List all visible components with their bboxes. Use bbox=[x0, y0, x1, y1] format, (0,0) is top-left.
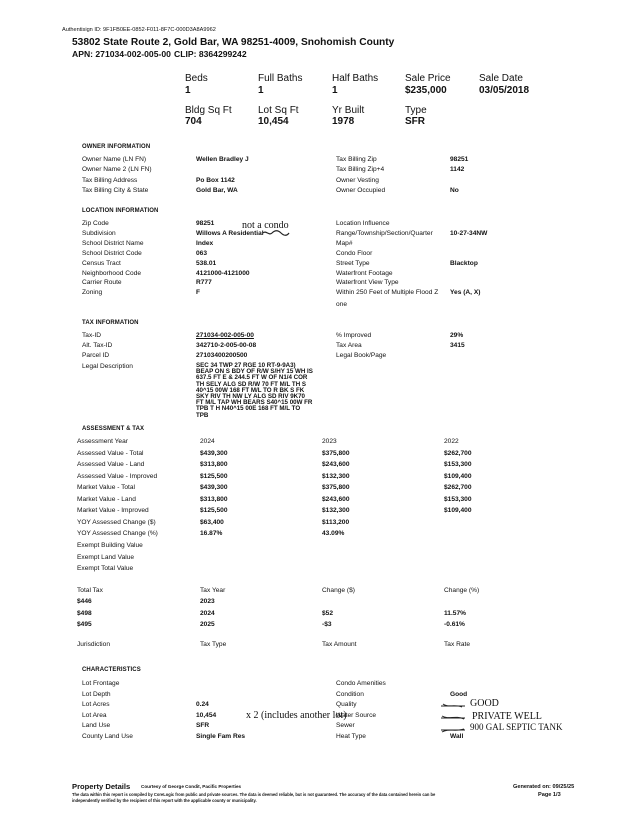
field-value: 1142 bbox=[450, 166, 465, 174]
summary-value: 1 bbox=[185, 85, 191, 96]
field-label: Within 250 Feet of Multiple Flood Z bbox=[336, 289, 439, 297]
assessment-value: 2023 bbox=[322, 438, 337, 445]
assessment-label: Assessed Value - Improved bbox=[77, 472, 158, 480]
field-value: 98251 bbox=[196, 220, 215, 227]
field-value: Gold Bar, WA bbox=[196, 186, 238, 194]
assessment-label: Exempt Land Value bbox=[77, 553, 135, 561]
summary-label: Sale Price bbox=[405, 73, 451, 84]
assessment-value: $109,400 bbox=[444, 472, 472, 480]
field-value: SFR bbox=[196, 722, 210, 730]
field-label: Lot Acres bbox=[82, 701, 110, 709]
assessment-value: $243,600 bbox=[322, 495, 350, 503]
assessment-value: 43.09% bbox=[322, 530, 345, 538]
assessment-label: Assessed Value - Total bbox=[77, 449, 144, 457]
field-value: 4121000-4121000 bbox=[196, 269, 250, 277]
field-value: 98251 bbox=[450, 156, 469, 163]
summary-label: Lot Sq Ft bbox=[258, 105, 299, 116]
tax-section-title: TAX INFORMATION bbox=[82, 320, 139, 326]
assessment-label: Assessment Year bbox=[77, 438, 128, 445]
field-value: Wellen Bradley J bbox=[196, 156, 249, 163]
summary-value: 03/05/2018 bbox=[479, 85, 530, 96]
tax-table-cell: 2023 bbox=[200, 598, 215, 605]
apn: APN: 271034-002-005-00 bbox=[72, 49, 171, 59]
field-value: 271034-002-005-00 bbox=[196, 332, 254, 339]
footer-courtesy: Courtesy of George Condit, Pacific Properties bbox=[141, 784, 242, 789]
assessment-label: Market Value - Total bbox=[77, 484, 136, 492]
assessment-value: $439,300 bbox=[200, 484, 228, 492]
field-label: Lot Area bbox=[82, 711, 107, 719]
summary-value: SFR bbox=[405, 116, 425, 127]
assessment-value: $439,300 bbox=[200, 449, 228, 457]
field-label: Owner Vesting bbox=[336, 176, 379, 184]
assessment-label: Market Value - Improved bbox=[77, 507, 149, 515]
summary-label: Yr Built bbox=[332, 105, 365, 116]
field-label: County Land Use bbox=[82, 733, 133, 740]
assessment-value: $109,400 bbox=[444, 507, 472, 515]
flood-label-wrap: one bbox=[336, 301, 348, 308]
handwritten-note-condo: not a condo bbox=[242, 220, 289, 231]
field-value: 10,454 bbox=[196, 711, 217, 719]
field-label: % Improved bbox=[336, 332, 372, 339]
assessment-value: $313,800 bbox=[200, 461, 228, 469]
field-label: Land Use bbox=[82, 722, 111, 730]
field-value: Wall bbox=[450, 733, 464, 740]
field-label: Owner Name 2 (LN FN) bbox=[82, 166, 152, 174]
field-label: Condo Amenities bbox=[336, 680, 386, 687]
field-label: Tax Billing Zip+4 bbox=[336, 166, 385, 174]
field-label: Zoning bbox=[82, 289, 103, 297]
assessment-label: YOY Assessed Change (%) bbox=[77, 530, 158, 538]
assessment-value: $125,500 bbox=[200, 472, 228, 480]
field-label: Neighborhood Code bbox=[82, 269, 142, 277]
field-value: Blacktop bbox=[450, 259, 478, 267]
field-label: Waterfront Footage bbox=[336, 269, 393, 277]
assessment-value: $132,300 bbox=[322, 472, 350, 480]
assessment-value: 2022 bbox=[444, 438, 459, 445]
field-label: Tax Area bbox=[336, 342, 362, 349]
assessment-value: $132,300 bbox=[322, 507, 350, 515]
jurisdiction-header: Jurisdiction bbox=[77, 641, 110, 648]
assessment-value: $375,800 bbox=[322, 449, 350, 457]
jurisdiction-header: Tax Type bbox=[200, 641, 227, 648]
tax-table-header: Total Tax bbox=[77, 587, 103, 594]
field-label: Alt. Tax-ID bbox=[82, 342, 113, 349]
field-label: Subdivision bbox=[82, 229, 116, 237]
assessment-value: $375,800 bbox=[322, 484, 350, 492]
assessment-value: $63,400 bbox=[200, 518, 224, 526]
field-value: 342710-2-005-00-08 bbox=[196, 342, 257, 349]
field-label: Quality bbox=[336, 701, 357, 709]
field-label: Tax Billing Address bbox=[82, 176, 138, 184]
field-label: Map# bbox=[336, 239, 353, 247]
jurisdiction-header: Tax Rate bbox=[444, 641, 471, 648]
field-label: School District Name bbox=[82, 239, 144, 247]
summary-value: 1 bbox=[332, 85, 338, 96]
field-label: Condo Floor bbox=[336, 249, 373, 257]
field-label: Legal Description bbox=[82, 363, 133, 370]
field-value: F bbox=[196, 289, 201, 297]
assessment-value: 2024 bbox=[200, 438, 215, 445]
footer-disclaimer-2: independently verified by the recipient of this report with the applicable county or municipality. bbox=[72, 798, 257, 803]
assessment-value: $153,300 bbox=[444, 495, 472, 503]
assessment-value: $125,500 bbox=[200, 507, 228, 515]
legal-description: SEC 34 TWP 27 RGE 10 RT-9-9A3) BEAP ON S BDY OF R/W S/HY 15 WH IS 637.5 FT E & 244.5 FT W OF N1/4 COR TH SELY ALG SD R/W 70 FT M/L TH S 40^15 00W 168 FT M/L TO R BK S FK SKY RIV TH NW LY ALG SD RIV 9K70 FT M/L TAP WH BEARS S40^15 00W FR TPB T H N40^15 00E 168 FT M/L TO TPB bbox=[196, 362, 313, 419]
field-label: Legal Book/Page bbox=[336, 352, 387, 359]
field-label: Range/Township/Section/Quarter bbox=[336, 229, 433, 237]
scribble-mark bbox=[440, 715, 466, 721]
field-label: Heat Type bbox=[336, 733, 366, 740]
field-label: Carrier Route bbox=[82, 279, 122, 287]
assessment-value: $262,700 bbox=[444, 484, 472, 492]
field-value: Willows A Residential bbox=[196, 229, 264, 237]
tax-table-cell: -$3 bbox=[322, 621, 332, 628]
handwritten-condition-note: GOOD bbox=[470, 698, 499, 709]
field-value: 27103400200500 bbox=[196, 352, 248, 359]
field-label: Waterfront View Type bbox=[336, 279, 399, 287]
tax-table-header: Change (%) bbox=[444, 587, 480, 594]
tax-table-cell: 2025 bbox=[200, 621, 215, 628]
field-value: 063 bbox=[196, 249, 208, 257]
field-label: School District Code bbox=[82, 249, 142, 257]
field-value: Single Fam Res bbox=[196, 733, 246, 740]
summary-label: Beds bbox=[185, 73, 208, 84]
field-label: Lot Frontage bbox=[82, 680, 120, 687]
handwritten-water-note: PRIVATE WELL bbox=[472, 711, 542, 722]
scribble-mark bbox=[440, 727, 466, 733]
field-label: Lot Depth bbox=[82, 690, 111, 698]
field-value: 10-27-34NW bbox=[450, 229, 488, 237]
footer-disclaimer-1: The data within this report is compiled by CoreLogic from public and private sources. The data is deemed reliable, but is not guaranteed. The accuracy of the data contained herein can be bbox=[72, 792, 436, 797]
scribble-mark bbox=[262, 230, 290, 236]
field-label: Census Tract bbox=[82, 259, 121, 267]
field-value: 3415 bbox=[450, 342, 465, 349]
footer-title: Property Details bbox=[72, 782, 131, 791]
assessment-value: $313,800 bbox=[200, 495, 228, 503]
field-label: Street Type bbox=[336, 259, 370, 267]
field-value: 29% bbox=[450, 332, 464, 339]
assessment-value: $153,300 bbox=[444, 461, 472, 469]
summary-label: Bldg Sq Ft bbox=[185, 105, 232, 116]
assessment-label: Exempt Building Value bbox=[77, 541, 143, 549]
tax-table-cell: 11.57% bbox=[444, 609, 466, 617]
field-label: Tax-ID bbox=[82, 332, 102, 339]
field-label: Owner Name (LN FN) bbox=[82, 156, 147, 163]
tax-table-cell: $495 bbox=[77, 621, 92, 628]
auth-id: Authentisign ID: 9F1FB0EE-0852-F011-8F7C-000D3A8A9962 bbox=[62, 27, 216, 33]
property-address: 53802 State Route 2, Gold Bar, WA 98251-4009, Snohomish County bbox=[72, 37, 395, 48]
tax-table-cell: $446 bbox=[77, 598, 92, 605]
assessment-label: Assessed Value - Land bbox=[77, 461, 145, 469]
assessment-label: YOY Assessed Change ($) bbox=[77, 518, 156, 526]
assessment-label: Exempt Total Value bbox=[77, 565, 134, 573]
field-value: 538.01 bbox=[196, 259, 217, 267]
tax-table-cell: 2024 bbox=[200, 609, 215, 617]
location-section-title: LOCATION INFORMATION bbox=[82, 208, 159, 214]
handwritten-lot-note: x 2 (includes another lot) bbox=[246, 710, 347, 721]
field-value: Good bbox=[450, 690, 468, 698]
field-value: R777 bbox=[196, 279, 212, 287]
field-label: Condition bbox=[336, 690, 364, 698]
summary-label: Full Baths bbox=[258, 73, 303, 84]
assessment-value: 16.87% bbox=[200, 530, 223, 538]
summary-label: Half Baths bbox=[332, 73, 379, 84]
field-value: No bbox=[450, 186, 459, 194]
assessment-label: Market Value - Land bbox=[77, 495, 136, 503]
scribble-mark bbox=[440, 703, 466, 709]
summary-value: 10,454 bbox=[258, 116, 289, 127]
summary-value: 1 bbox=[258, 85, 264, 96]
footer-page: Page 1/3 bbox=[538, 792, 561, 798]
tax-table-cell: -0.61% bbox=[444, 621, 465, 628]
field-value: Index bbox=[196, 239, 214, 247]
field-label: Tax Billing Zip bbox=[336, 156, 377, 163]
field-value: 0.24 bbox=[196, 701, 209, 709]
characteristics-section-title: CHARACTERISTICS bbox=[82, 667, 141, 673]
tax-table-cell: $52 bbox=[322, 609, 334, 617]
field-label: Parcel ID bbox=[82, 352, 110, 359]
assessment-section-title: ASSESSMENT & TAX bbox=[82, 426, 145, 432]
field-label: Location Influence bbox=[336, 220, 390, 227]
field-label: Sewer bbox=[336, 722, 355, 730]
owner-section-title: OWNER INFORMATION bbox=[82, 144, 151, 150]
field-label: Tax Billing City & State bbox=[82, 186, 149, 194]
tax-table-header: Tax Year bbox=[200, 587, 226, 594]
field-value: Po Box 1142 bbox=[196, 176, 235, 184]
jurisdiction-header: Tax Amount bbox=[322, 641, 357, 648]
summary-value: 704 bbox=[185, 116, 202, 127]
footer-generated: Generated on: 09/25/25 bbox=[513, 784, 575, 790]
summary-value: $235,000 bbox=[405, 85, 447, 96]
field-label: Water Source bbox=[336, 711, 377, 719]
handwritten-sewer-note: 900 GAL SEPTIC TANK bbox=[470, 722, 563, 732]
assessment-value: $262,700 bbox=[444, 449, 472, 457]
summary-label: Sale Date bbox=[479, 73, 523, 84]
summary-value: 1978 bbox=[332, 116, 355, 127]
clip: CLIP: 8364299242 bbox=[174, 49, 247, 59]
tax-table-header: Change ($) bbox=[322, 587, 355, 594]
summary-label: Type bbox=[405, 105, 427, 116]
assessment-value: $113,200 bbox=[322, 518, 350, 526]
field-value: Yes (A, X) bbox=[450, 289, 481, 297]
field-label: Zip Code bbox=[82, 220, 109, 227]
tax-table-cell: $498 bbox=[77, 609, 92, 617]
assessment-value: $243,600 bbox=[322, 461, 350, 469]
field-label: Owner Occupied bbox=[336, 186, 386, 194]
